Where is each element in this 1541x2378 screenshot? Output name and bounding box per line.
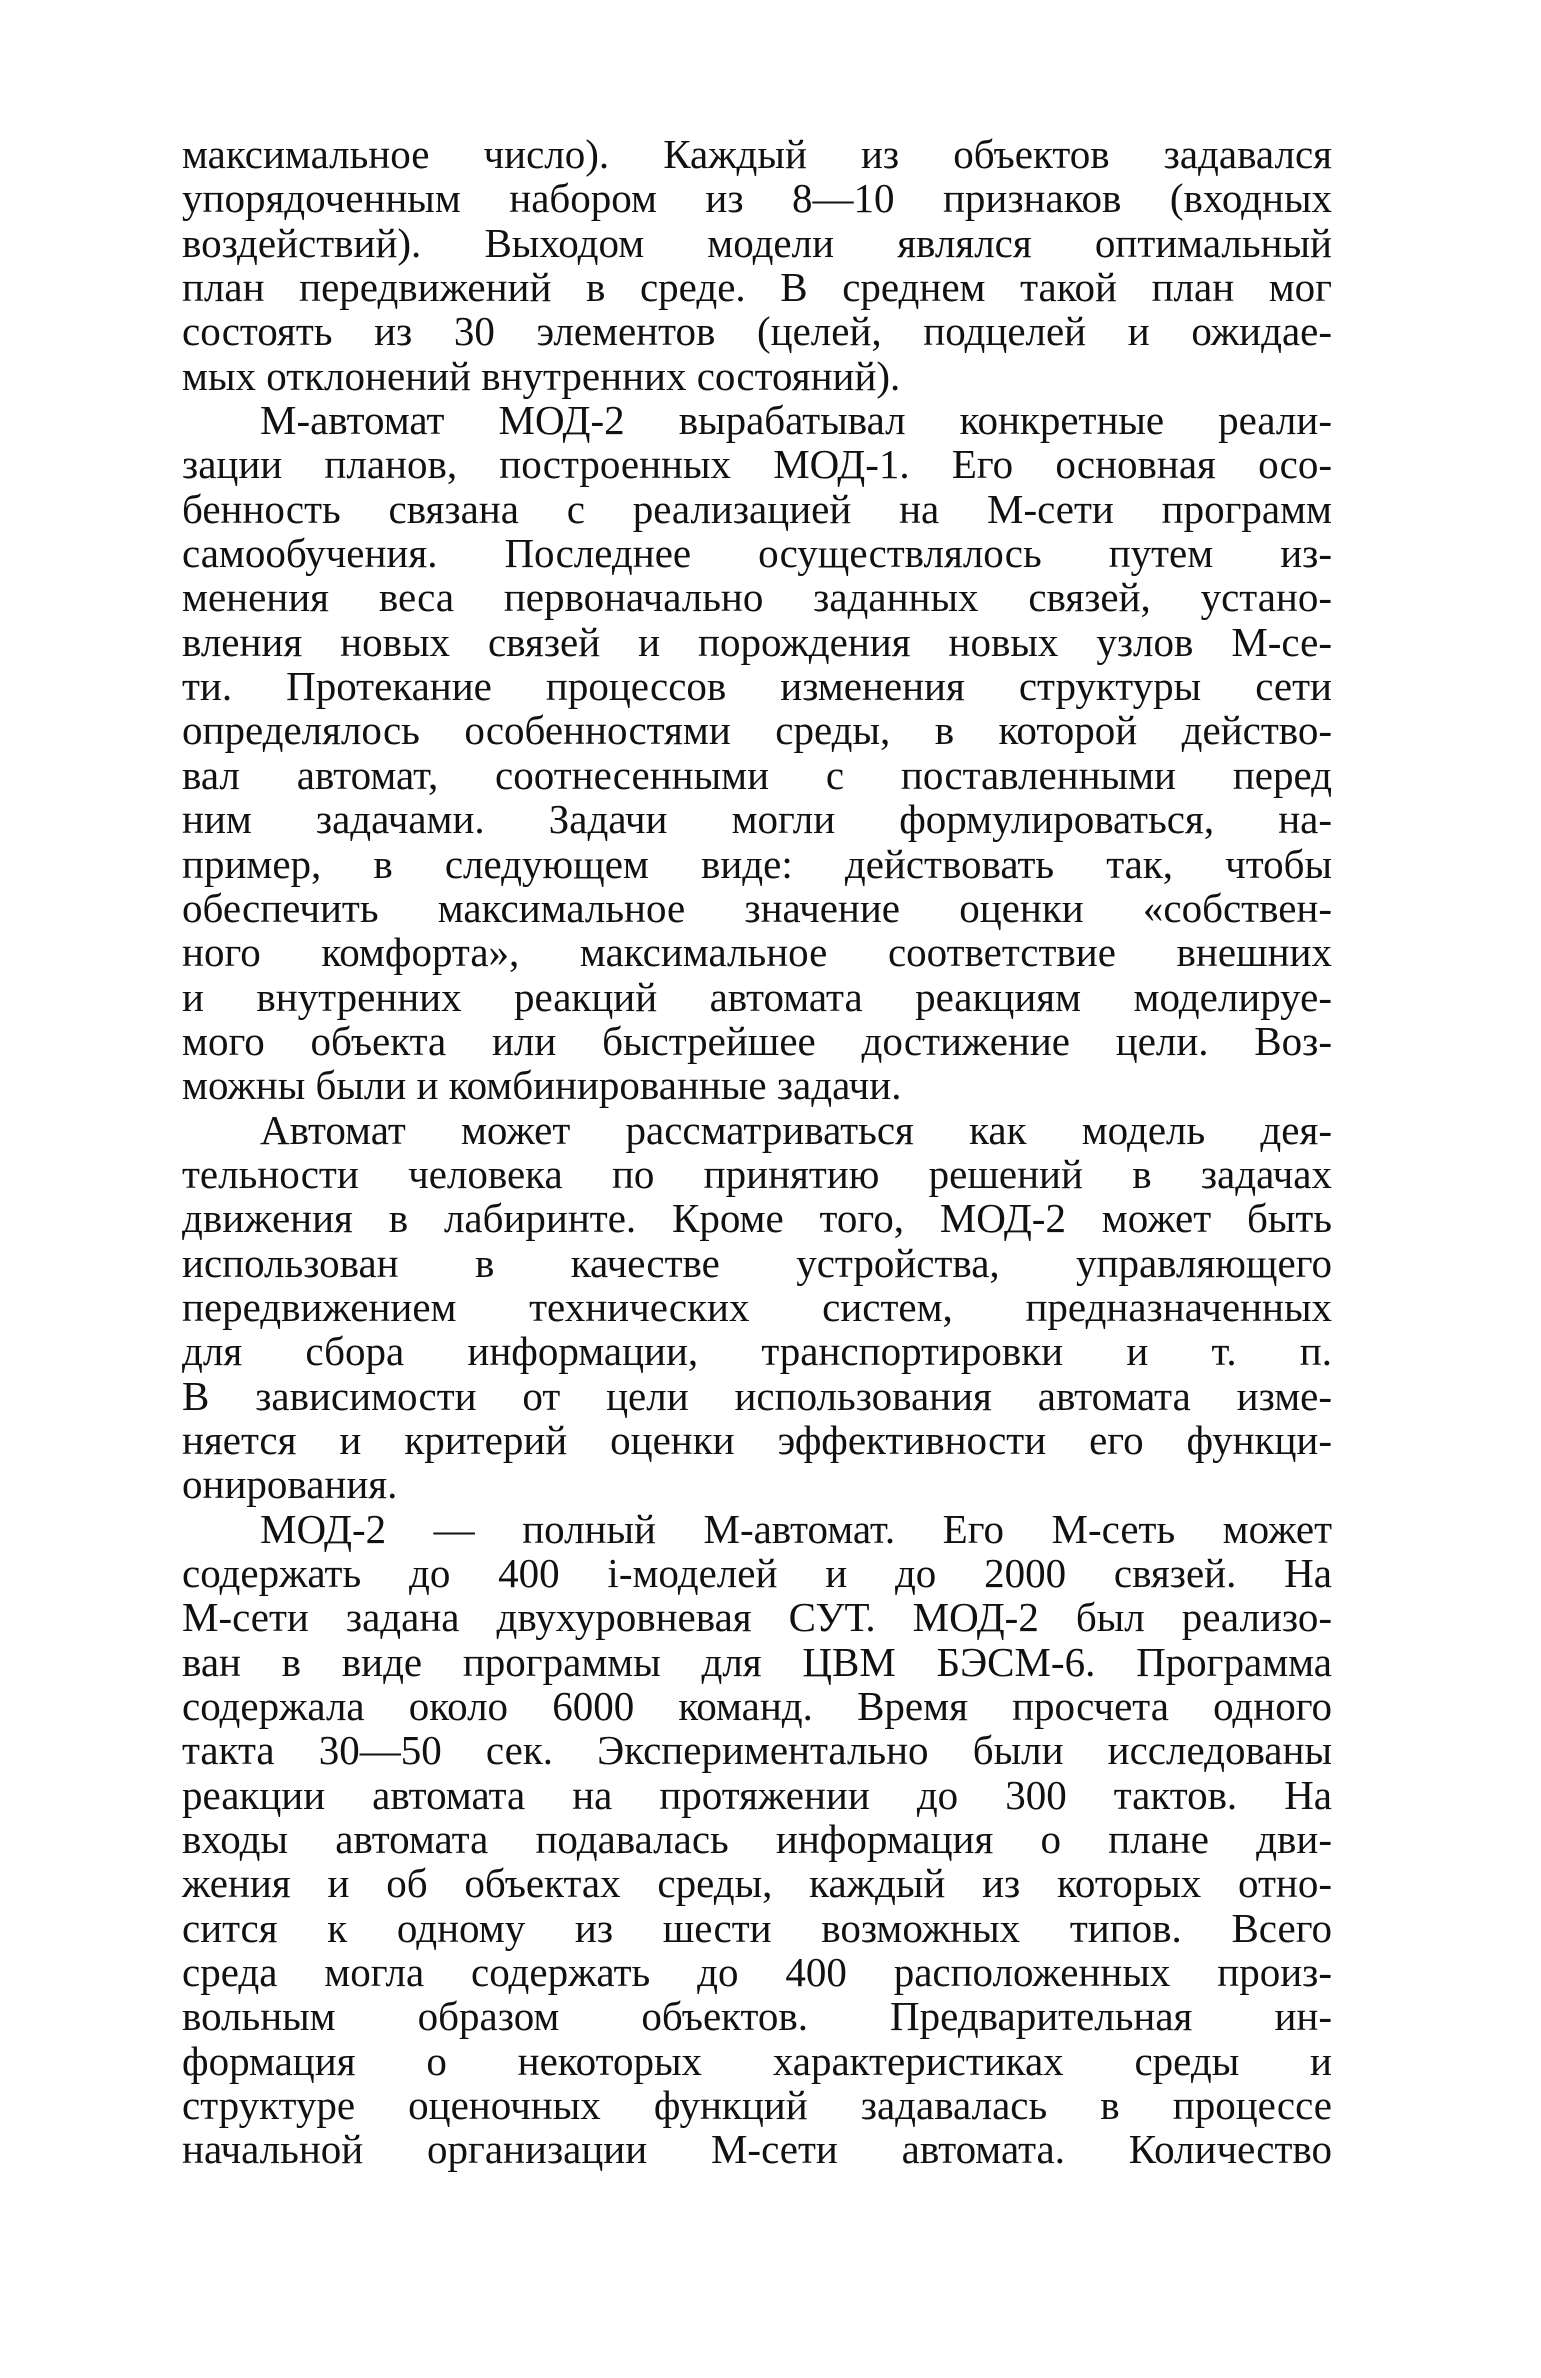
text-line: структуре оценочных функций задавалась в процессе — [182, 2082, 1332, 2129]
text-line: содержала около 6000 команд. Время просчета одного — [182, 1683, 1332, 1730]
text-line: ти. Протекание процессов изменения структуры сети — [182, 663, 1332, 710]
text-line: тельности человека по принятию решений в задачах — [182, 1150, 1332, 1197]
text-line: МОД-2 — полный М-автомат. Его М-сеть может — [260, 1505, 1332, 1552]
text-line: ним задачами. Задачи могли формулироваться, на- — [182, 796, 1332, 843]
text-line: такта 30—50 сек. Экспериментально были исследованы — [182, 1727, 1332, 1774]
text-line: няется и критерий оценки эффективности его функци- — [182, 1416, 1332, 1463]
text-line: мого объекта или быстрейшее достижение цели. Воз- — [182, 1017, 1332, 1064]
text-line: использован в качестве устройства, управляющего — [182, 1239, 1332, 1286]
text-line: обеспечить максимальное значение оценки «собствен- — [182, 884, 1332, 931]
text-line: сится к одному из шести возможных типов. Всего — [182, 1904, 1332, 1951]
text-line: вал автомат, соотнесенными с поставленными перед — [182, 751, 1332, 798]
paragraph-3 — [182, 1108, 1332, 1507]
text-line: В зависимости от цели использования автомата изме- — [182, 1372, 1332, 1419]
page-text — [182, 132, 1332, 2172]
text-line: определялось особенностями среды, в которой действо- — [182, 707, 1332, 754]
paragraph-2 — [182, 398, 1332, 1108]
text-line: входы автомата подавалась информация о плане дви- — [182, 1816, 1332, 1863]
text-line: ного комфорта», максимальное соответствие внешних — [182, 929, 1332, 976]
text-line: ван в виде программы для ЦВМ БЭСМ-6. Программа — [182, 1638, 1332, 1685]
text-line: зации планов, построенных МОД-1. Его основная осо- — [182, 441, 1332, 488]
text-line: для сбора информации, транспортировки и т. п. — [182, 1328, 1332, 1375]
text-line: упорядоченным набором из 8—10 признаков (входных — [182, 175, 1332, 222]
paragraph-1 — [182, 132, 1332, 398]
text-line: онирования. — [182, 1461, 398, 1508]
text-line: можны были и комбинированные задачи. — [182, 1062, 902, 1109]
text-line: бенность связана с реализацией на М-сети программ — [182, 485, 1332, 532]
text-line: передвижением технических систем, предназначенных — [182, 1283, 1332, 1330]
text-line: Автомат может рассматриваться как модель дея- — [260, 1106, 1332, 1153]
text-line: М-автомат МОД-2 вырабатывал конкретные реали- — [260, 397, 1332, 444]
text-line: начальной организации М-сети автомата. Количество — [182, 2126, 1332, 2173]
text-line: формация о некоторых характеристиках среды и — [182, 2037, 1332, 2084]
text-line: реакции автомата на протяжении до 300 тактов. На — [182, 1771, 1332, 1818]
text-line: М-сети задана двухуровневая СУТ. МОД-2 был реализо- — [182, 1594, 1332, 1641]
text-line: воздействий). Выходом модели являлся оптимальный — [182, 219, 1332, 266]
text-line: мых отклонений внутренних состояний). — [182, 352, 901, 399]
text-line: максимальное число). Каждый из объектов задавался — [182, 131, 1332, 177]
text-line: состоять из 30 элементов (целей, подцелей и ожидае- — [182, 308, 1332, 355]
text-line: менения веса первоначально заданных связей, устано- — [182, 574, 1332, 621]
text-line: и внутренних реакций автомата реакциям моделируе- — [182, 973, 1332, 1020]
text-line: вольным образом объектов. Предварительная ин- — [182, 1993, 1332, 2040]
text-line: план передвижений в среде. В среднем такой план мог — [182, 264, 1332, 311]
paragraph-4 — [182, 1507, 1332, 2172]
text-line: вления новых связей и порождения новых узлов М-се- — [182, 618, 1332, 665]
text-line: движения в лабиринте. Кроме того, МОД-2 может быть — [182, 1195, 1332, 1242]
text-line: жения и об объектах среды, каждый из которых отно- — [182, 1860, 1332, 1907]
text-line: содержать до 400 i-моделей и до 2000 связей. На — [182, 1550, 1332, 1596]
text-line: среда могла содержать до 400 расположенных произ- — [182, 1949, 1332, 1996]
text-line: самообучения. Последнее осуществлялось путем из- — [182, 530, 1332, 577]
text-line: пример, в следующем виде: действовать так, чтобы — [182, 840, 1332, 887]
